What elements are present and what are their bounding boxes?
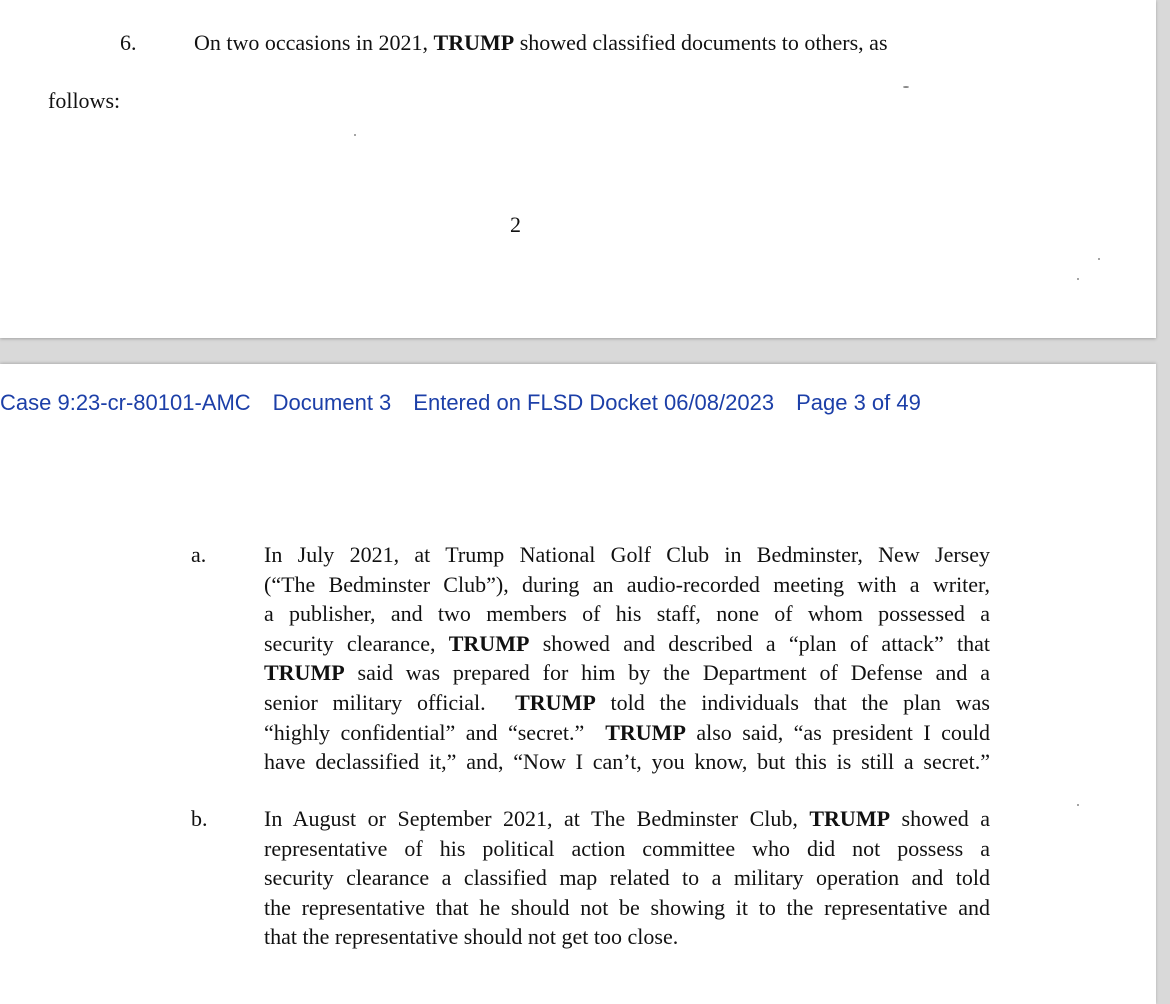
text-run: security clearance a classified map related to a military operation and told: [264, 865, 990, 891]
bold-name: TRUMP: [448, 630, 530, 656]
header-entered-date: Entered on FLSD Docket 06/08/2023: [413, 390, 775, 415]
scan-speck: [1077, 278, 1079, 280]
text-run: also said, “as president I could: [685, 719, 990, 745]
paragraph-number: 6.: [120, 30, 137, 55]
subparagraph-label-a: a.: [191, 542, 207, 567]
text-line: [264, 922, 990, 952]
document-page-3: [0, 364, 1156, 1004]
text-line: [264, 804, 990, 834]
paragraph-6-text-b: showed classified documents to others, as: [514, 30, 888, 55]
court-docket-header: [0, 390, 921, 416]
subparagraph-b-text: [264, 804, 990, 952]
text-line: [264, 629, 990, 659]
scan-speck: [1077, 804, 1079, 806]
text-run: that the representative should not get too close.: [264, 924, 679, 950]
text-run: the representative that he should not be showing it to the representative and: [264, 894, 990, 920]
paragraph-6-text: [194, 30, 888, 56]
scan-speck: [903, 86, 909, 88]
page-number: 2: [510, 212, 521, 237]
text-run: a publisher, and two members of his staff, none of whom possessed a: [264, 601, 990, 627]
text-run: senior military official.: [264, 689, 516, 715]
cropped-previous-line: [60, 0, 960, 2]
bold-name: TRUMP: [809, 806, 891, 831]
paragraph-6-text-bold: TRUMP: [433, 30, 515, 55]
subparagraph-label-b: b.: [191, 806, 208, 831]
text-line: [264, 747, 990, 777]
text-line: [264, 863, 990, 893]
text-run: In August or September 2021, at The Bedminster Club,: [264, 806, 810, 831]
text-run: said was prepared for him by the Department of Defense and a: [344, 660, 990, 686]
text-run: have declassified it,” and, “Now I can’t, you know, but this is still a secret.”: [264, 749, 990, 775]
bold-name: TRUMP: [264, 660, 345, 686]
scan-speck: [1098, 258, 1100, 260]
header-case-number: Case 9:23-cr-80101-AMC: [0, 390, 251, 415]
text-line: [264, 834, 990, 864]
text-line: [264, 540, 990, 570]
paragraph-6-text-a: On two occasions in 2021,: [194, 30, 434, 55]
text-line: [264, 570, 990, 600]
text-line: [264, 718, 990, 748]
bold-name: TRUMP: [515, 689, 596, 715]
text-run: showed and described a “plan of attack” that: [529, 630, 990, 656]
text-line: [264, 599, 990, 629]
bold-name: TRUMP: [605, 719, 686, 745]
text-run: told the individuals that the plan was: [595, 689, 990, 715]
text-run: In July 2021, at Trump National Golf Club in Bedminster, New Jersey: [264, 542, 990, 567]
paragraph-6-continuation: follows:: [48, 88, 121, 113]
document-page-2: [0, 0, 1156, 338]
text-line: [264, 658, 990, 688]
text-run: showed a: [890, 806, 990, 831]
header-document-number: Document 3: [272, 390, 392, 415]
text-line: [264, 688, 990, 718]
text-run: (“The Bedminster Club”), during an audio-recorded meeting with a writer,: [264, 571, 990, 597]
text-run: “highly confidential” and “secret.”: [264, 719, 606, 745]
scan-speck: [354, 134, 356, 136]
text-line: [264, 893, 990, 923]
header-page-count: Page 3 of 49: [796, 390, 921, 415]
text-run: representative of his political action committee who did not possess a: [264, 835, 990, 861]
text-run: security clearance,: [264, 630, 449, 656]
subparagraph-a-text: [264, 540, 990, 777]
